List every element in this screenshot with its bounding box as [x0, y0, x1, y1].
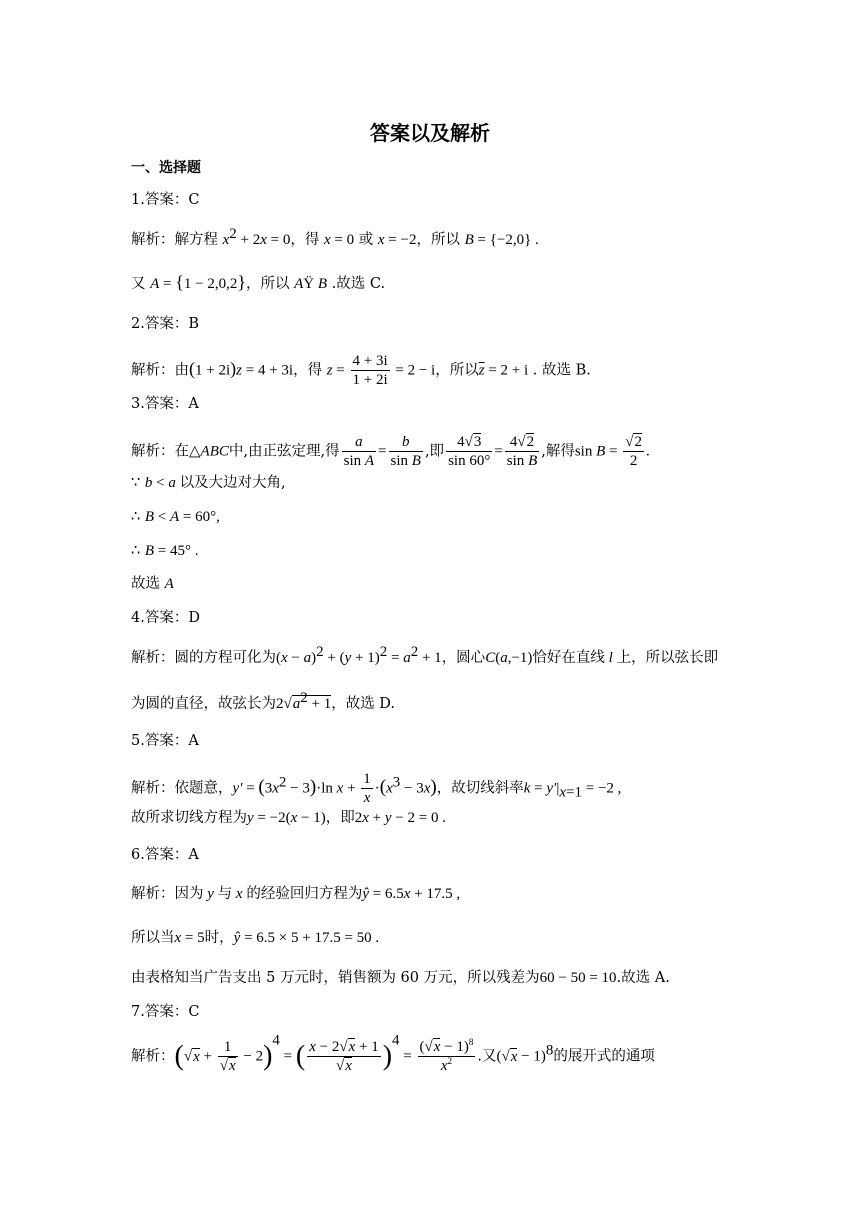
- section-heading: 一、选择题: [131, 160, 201, 176]
- q1-analysis-line1: 解析：解方程 $x^2 + 2x = 0$，得 x = 0 或 x = −2，所以 B = {−2,0} .: [131, 226, 539, 248]
- q3-analysis-line2: ∵ b < a 以及大边对大角,: [131, 475, 286, 491]
- q1-analysis-line2: 又 A = {1 − 2,0,2}，所以 AŸ B .故选 C.: [131, 272, 386, 292]
- q3-analysis-line1: 解析：在△ABC中,由正弦定理,得 $\frac{a}{\text{sin A}}$ = $\frac{b}{\text{sin B}}$ ,即 $\frac{4√3}{\sin 60^\circ}$ = $\frac{4√2}{\text{sin B}}$ ,解得sin B = $\frac{√2}{2}$ .: [131, 434, 650, 469]
- q6-answer: 6.答案：A: [131, 847, 199, 863]
- q3-analysis-line3: ∴ B < A = 60°,: [131, 509, 220, 525]
- q5-analysis-line2: 故所求切线方程为y = −2(x − 1)，即2x + y − 2 = 0 .: [131, 810, 446, 826]
- q2-answer: 2.答案：B: [131, 316, 199, 332]
- q7-analysis-line1: 解析：(√x + $\frac{1}{√x}$ − 2)$^4$ = ( $\frac{x - 2√x + 1}{√x}$ )$^4$ = $\frac{(√x - 1)^8}{x^2}$ .又$(√x - 1)^8$的展开式的通项: [131, 1032, 655, 1074]
- q7-answer: 7.答案：C: [131, 1004, 200, 1020]
- q3-analysis-line5: 故选 A: [131, 576, 174, 592]
- q5-answer: 5.答案：A: [131, 733, 199, 749]
- page-title: 答案以及解析: [370, 121, 490, 145]
- q5-analysis-line1: 解析：依题意，$y' = (3x^2 - 3)\cdot\ln$ x + $\frac{1}{x}$ $\cdot(x^3 - 3x)$，故切线斜率$k = y'|_{x=1} = -2$ ,: [131, 771, 622, 806]
- q6-analysis-line3: 由表格知当广告支出 5 万元时，销售额为 60 万元，所以残差为60 − 50 = 10.故选 A.: [131, 970, 670, 986]
- q4-analysis-line2: 为圆的直径，故弦长为$2√a^2 + 1$，故选 D.: [131, 690, 396, 712]
- q6-analysis-line2: 所以当x = 5时，ŷ = 6.5 × 5 + 17.5 = 50 .: [131, 930, 380, 946]
- q6-analysis-line1: 解析：因为 y 与 x 的经验回归方程为ŷ = 6.5x + 17.5 ,: [131, 886, 461, 902]
- q3-answer: 3.答案：A: [131, 396, 199, 412]
- q4-answer: 4.答案：D: [131, 610, 200, 626]
- q2-analysis-line1: 解析：由(1 + 2i)z = 4 + 3i，得 z = $\frac{4 + 3i}{1 + 2i}$ = 2 − i，所以$\overline{z} = 2 + i$ . 故选 B.: [131, 353, 591, 388]
- q3-analysis-line4: ∴ B = 45° .: [131, 543, 199, 559]
- q1-answer: 1.答案：C: [131, 192, 200, 208]
- q4-analysis-line1: 解析：圆的方程可化为$(x - a)^2 + (y + 1)^2 = a^2 + 1$，圆心C(a,−1)恰好在直线 l 上，所以弦长即: [131, 644, 719, 666]
